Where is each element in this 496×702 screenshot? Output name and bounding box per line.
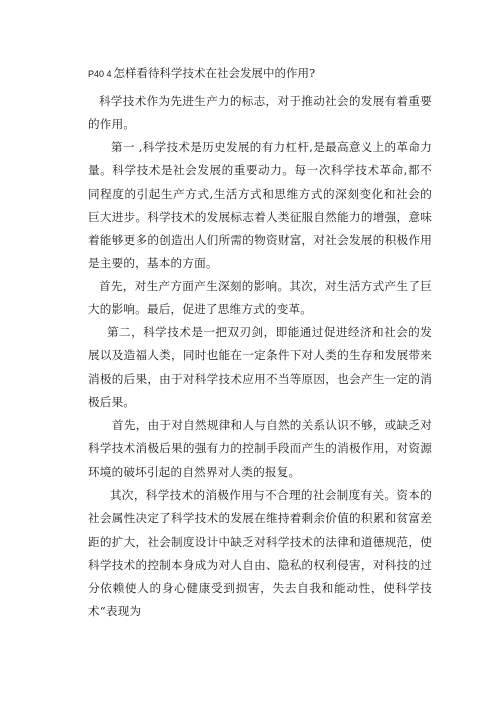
nature-consequence-paragraph: 首先，由于对自然规律和人与自然的关系认识不够，或缺乏对科学技术消极后果的强有力的控制手段而产生的消极作用，对资源环境的破坏引起的自然界对人类的报复。 [88, 418, 432, 479]
effects-paragraph: 首先，对生产方面产生深刻的影响。其次，对生活方式产生了巨大的影响。最后，促进了思维方式的变革。 [88, 279, 432, 317]
intro-paragraph: 科学技术作为先进生产力的标志，对于推动社会的发展有着重要的作用。 [88, 94, 432, 132]
social-system-paragraph: 其次，科学技术的消极作用与不合理的社会制度有关。资本的社会属性决定了科学技术的发展在维持着剩余价值的积累和贫富差距的扩大，社会制度设计中缺乏对科学技术的法律和道德规范，使科学技术的控制本身成为对人自由、隐私的权利侵害，对科技的过分依赖使人的身心健康受到损害，失去自我和能动性，使科学技术“表现为 [88, 488, 432, 619]
question-heading [88, 64, 315, 83]
second-point-paragraph: 第二，科学技术是一把双刃剑，即能通过促进经济和社会的发展以及造福人类，同时也能在一定条件下对人类的生存和发展带来消极的后果，由于对科学技术应用不当等原因，也会产生一定的消极后果。 [88, 325, 432, 409]
question-code: P40 4 [88, 69, 112, 79]
first-point-paragraph: 第一 ,科学技术是历史发展的有力杠杆,是最高意义上的革命力量。科学技术是社会发展的重要动力。每一次科学技术革命,都不同程度的引起生产方式,生活方式和思维方式的深刻变化和社会的巨大进步。科学技术的发展标志着人类征服自然能力的增强，意味着能够更多的创造出人们所需的物资财富，对社会发展的积极作用是主要的，基本的方面。 [88, 140, 432, 271]
question-title: 怎样看待科学技术在社会发展中的作用? [113, 66, 316, 80]
